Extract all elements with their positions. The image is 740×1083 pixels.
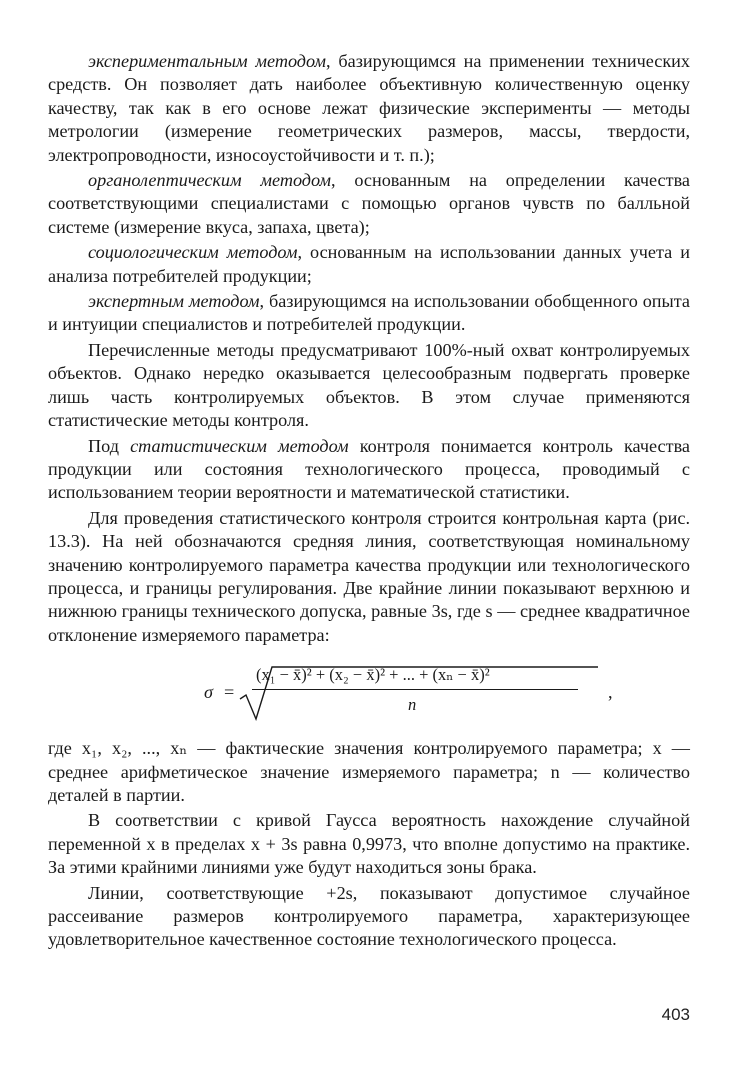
term-sociological: социологическим методом xyxy=(88,242,298,263)
paragraph-lines-2s: Линии, соответствующие +2s, показывают допустимое случайное рассеивание размеров контролируемого параметра, характеризующее удовлетворительное качественное состояние технологического процесса. xyxy=(48,882,690,950)
formula-numerator: (x₁ − x̄)² + (x₂ − x̄)² + ... + (xₙ − x̄)² xyxy=(256,665,490,685)
page-body xyxy=(48,50,690,954)
paragraph-text: , базирующимся на применении технических средств. Он позволяет дать наиболее объективную количественную оценку качеству, так как в его основе лежат физические эксперименты — методы метрологии (измерение геометрических размеров, массы, твердости, электропроводности, износоустойчивости и т. п.); xyxy=(48,51,691,165)
formula-equals: = xyxy=(224,682,235,703)
paragraph-text: Под xyxy=(88,435,131,456)
paragraph-listed-methods: Перечисленные методы предусматривают 100%-ный охват контролируемых объектов. Однако нередко оказывается целесообразным подвергать проверке лишь часть контролируемых объектов. В этом случае применяются статистические методы контроля. xyxy=(48,339,690,431)
paragraph-sociological xyxy=(48,241,690,288)
term-statistical: статистическим методом xyxy=(130,435,349,456)
paragraph-organoleptic xyxy=(48,169,690,239)
term-expert: экспертным методом xyxy=(88,291,260,312)
paragraph-text: , базирующимся на использовании обобщенного опыта и интуиции специалистов и потребителей продукции. xyxy=(48,291,690,335)
fraction-line xyxy=(252,689,578,690)
paragraph-statistical-method xyxy=(48,435,690,505)
paragraph-text: , основанным на использовании данных учета и анализа потребителей продукции; xyxy=(48,242,690,286)
paragraph-gauss: В соответствии с кривой Гаусса вероятность нахождение случайной переменной x в пределах x + 3s равна 0,9973, что вполне допустимо на практике. За этими крайними линиями уже будут находиться зоны брака. xyxy=(48,810,690,878)
paragraph-expert xyxy=(48,290,690,337)
term-experimental: экспериментальным методом xyxy=(88,51,327,71)
formula-denominator: n xyxy=(408,695,417,715)
sigma-formula xyxy=(48,657,690,729)
paragraph-where: где x₁, x₂, ..., xₙ — фактические значения контролируемого параметра; x — среднее арифметическое значение измеряемого параметра; n — количество деталей в партии. xyxy=(48,738,690,805)
formula-comma: , xyxy=(608,682,613,703)
paragraph-experimental xyxy=(48,50,690,167)
paragraph-text: контроля понимается контроль качества продукции или состояния технологического процесса, проводимый с использованием теории вероятности и математической статистики. xyxy=(48,435,690,503)
paragraph-control-chart: Для проведения статистического контроля строится контрольная карта (рис. 13.3). На ней обозначаются средняя линия, соответствующая номинальному значению контролируемого параметра качества продукции или технологического процесса, и границы регулирования. Две крайние линии показывают верхнюю и нижнюю границы технического допуска, равные 3s, где s — среднее квадратичное отклонение измеряемого параметра: xyxy=(48,507,690,645)
formula-lhs: σ xyxy=(204,682,213,703)
page-number: 403 xyxy=(661,1005,690,1024)
paragraph-text: , основанным на определении качества соответствующими специалистами с помощью органов чувств по балльной системе (измерение вкуса, запаха, цвета); xyxy=(48,170,690,237)
term-organoleptic: органолептическим методом xyxy=(88,170,332,191)
